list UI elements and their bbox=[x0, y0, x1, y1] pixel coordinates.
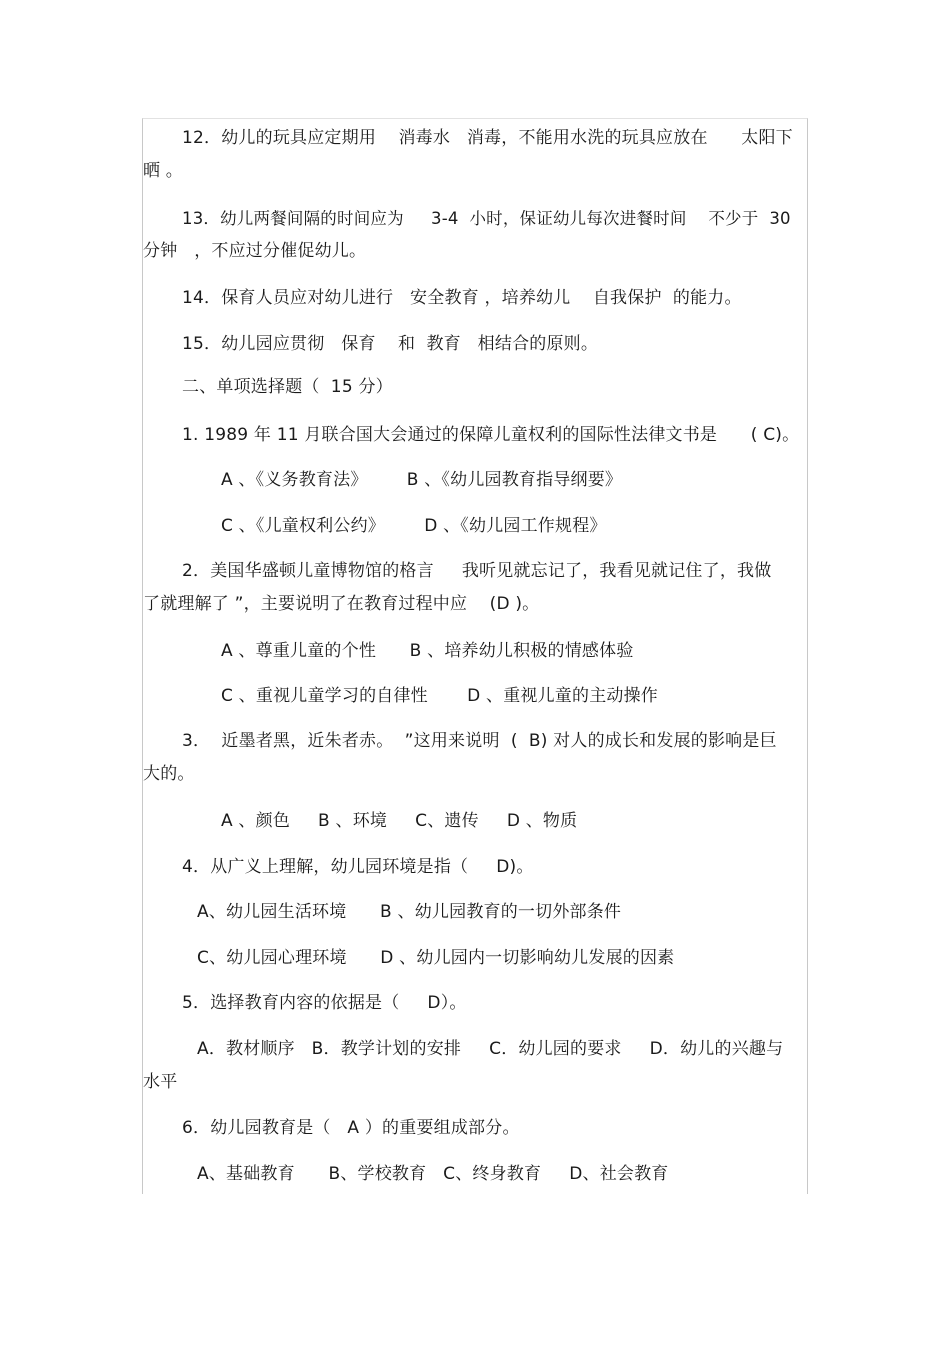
mc-question-2-options-ab: A 、尊重儿童的个性 B 、培养幼儿积极的情感体验 bbox=[221, 641, 634, 661]
section-heading: 二、单项选择题（ 15 分） bbox=[182, 377, 393, 397]
mc-question-1-options-ab: A 、《义务教育法》 B 、《幼儿园教育指导纲要》 bbox=[221, 470, 623, 490]
mc-question-6-options: A、基础教育 B、学校教育 C、终身教育 D、社会教育 bbox=[197, 1164, 669, 1184]
mc-question-5: 5．选择教育内容的依据是（ D）。 bbox=[182, 993, 467, 1013]
mc-question-4-options-ab: A、幼儿园生活环境 B 、幼儿园教育的一切外部条件 bbox=[197, 902, 622, 922]
mc-question-2-line-1: 2．美国华盛顿儿童博物馆的格言 我听见就忘记了，我看见就记住了，我做 bbox=[182, 561, 772, 581]
mc-question-2-line-2: 了就理解了 ”，主要说明了在教育过程中应 (D )。 bbox=[143, 594, 540, 614]
mc-question-5-options-line-1: A．教材顺序 B．教学计划的安排 C．幼儿园的要求 D．幼儿的兴趣与 bbox=[197, 1039, 784, 1059]
question-13-line-2: 分钟 ，不应过分催促幼儿。 bbox=[143, 241, 367, 261]
mc-question-3-options: A 、颜色 B 、环境 C、遗传 D 、物质 bbox=[221, 811, 578, 831]
mc-question-1-options-cd: C 、《儿童权利公约》 D 、《幼儿园工作规程》 bbox=[221, 516, 607, 536]
question-12-line-1: 12．幼儿的玩具应定期用 消毒水 消毒，不能用水洗的玩具应放在 太阳下 bbox=[182, 128, 793, 148]
mc-question-1: 1. 1989 年 11 月联合国大会通过的保障儿童权利的国际性法律文书是 ( C)。 bbox=[182, 425, 800, 445]
mc-question-4: 4．从广义上理解，幼儿园环境是指（ D)。 bbox=[182, 857, 534, 877]
question-14: 14．保育人员应对幼儿进行 安全教育 ，培养幼儿 自我保护 的能力。 bbox=[182, 288, 742, 308]
mc-question-4-options-cd: C、幼儿园心理环境 D 、幼儿园内一切影响幼儿发展的因素 bbox=[197, 948, 675, 968]
mc-question-3-line-1: 3． 近墨者黑，近朱者赤。 ”这用来说明 ( B) 对人的成长和发展的影响是巨 bbox=[182, 731, 777, 751]
mc-question-5-options-line-2: 水平 bbox=[143, 1072, 178, 1092]
question-15: 15．幼儿园应贯彻 保育 和 教育 相结合的原则。 bbox=[182, 334, 599, 354]
mc-question-2-options-cd: C 、重视儿童学习的自律性 D 、重视儿童的主动操作 bbox=[221, 686, 658, 706]
question-12-line-2: 晒 。 bbox=[143, 161, 184, 181]
mc-question-3-line-2: 大的。 bbox=[143, 764, 195, 784]
question-13-line-1: 13．幼儿两餐间隔的时间应为 3-4 小时，保证幼儿每次进餐时间 不少于 30 bbox=[182, 209, 791, 228]
mc-question-6: 6．幼儿园教育是（ A ）的重要组成部分。 bbox=[182, 1118, 520, 1138]
